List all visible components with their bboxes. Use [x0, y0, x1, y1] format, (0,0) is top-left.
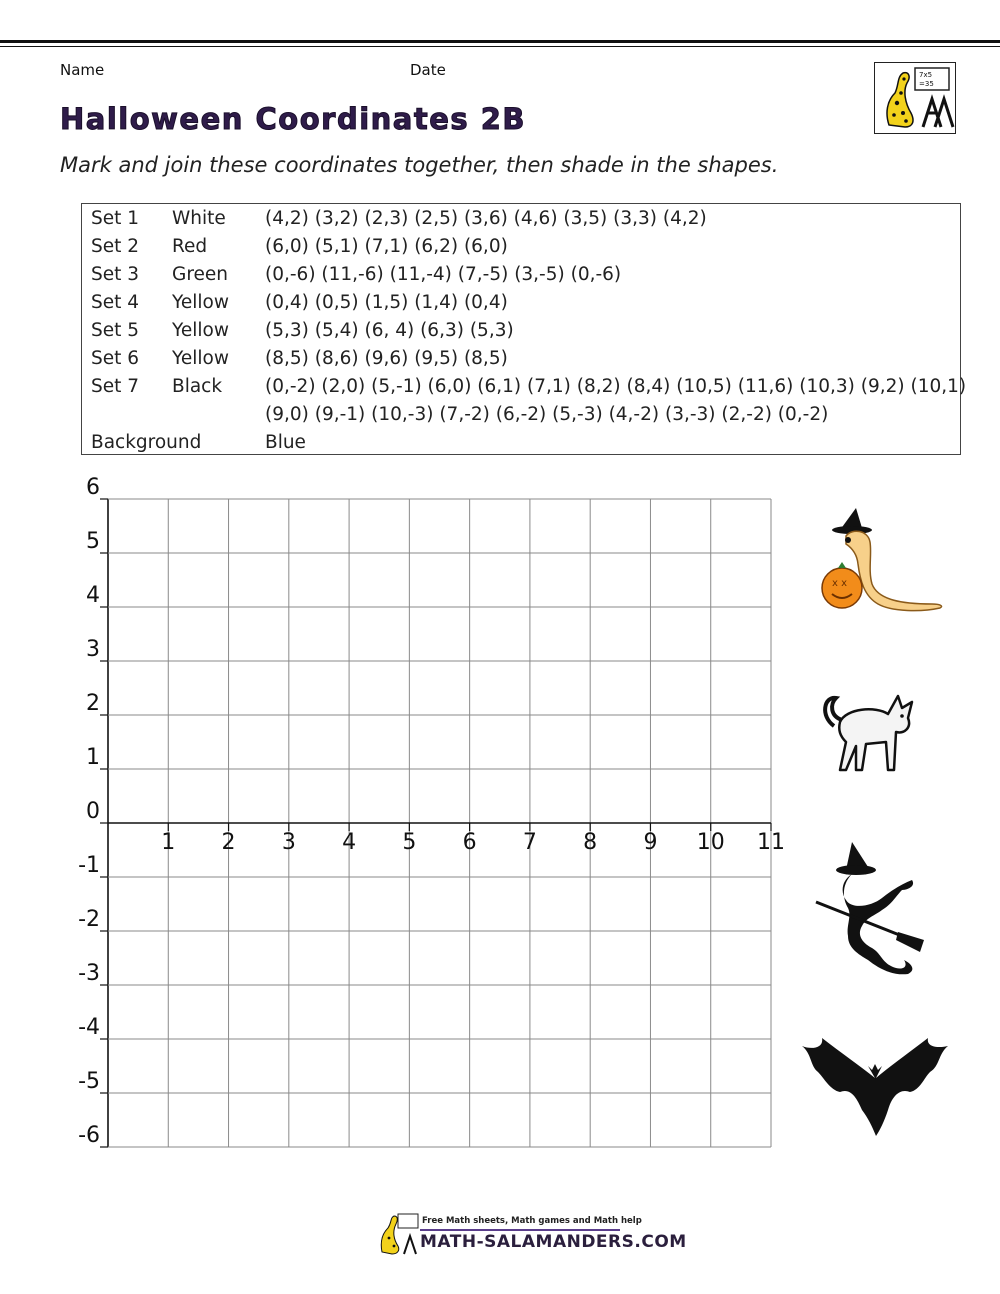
set-label: Set 5 — [91, 320, 140, 341]
set-coordinates: (8,5) (8,6) (9,6) (9,5) (8,5) — [265, 348, 508, 369]
set-coordinates: (0,-6) (11,-6) (11,-4) (7,-5) (3,-5) (0,-6) — [265, 264, 622, 285]
x-axis-tick-label: 7 — [522, 830, 537, 855]
x-axis-tick-label: 5 — [402, 830, 417, 855]
y-axis-tick-label: -2 — [78, 907, 100, 932]
y-axis-tick-label: -3 — [78, 961, 100, 986]
x-axis-tick-label: 6 — [462, 830, 477, 855]
footer-site-link[interactable]: MATH-SALAMANDERS.COM — [420, 1232, 687, 1252]
set-coordinates: (9,0) (9,-1) (10,-3) (7,-2) (6,-2) (5,-3) (4,-2) (3,-3) (2,-2) (0,-2) — [265, 404, 829, 425]
y-axis-tick-label: -4 — [78, 1015, 100, 1040]
set-coordinates: (4,2) (3,2) (2,3) (2,5) (3,6) (4,6) (3,5) (3,3) (4,2) — [265, 208, 707, 229]
background-label: Background — [91, 432, 202, 453]
x-axis-tick-label: 1 — [161, 830, 176, 855]
set-color: Black — [172, 376, 223, 397]
set-color: White — [172, 208, 226, 229]
set-coordinates: (6,0) (5,1) (7,1) (6,2) (6,0) — [265, 236, 508, 257]
set-coordinates: (5,3) (5,4) (6, 4) (6,3) (5,3) — [265, 320, 514, 341]
instructions-text: Mark and join these coordinates together, then shade in the shapes. — [60, 153, 779, 177]
name-label: Name — [60, 61, 105, 79]
footer-tagline: Free Math sheets, Math games and Math help — [422, 1216, 642, 1226]
salamander-witch-icon — [812, 508, 952, 622]
set-label: Set 4 — [91, 292, 140, 313]
set-color: Yellow — [172, 348, 229, 369]
bat-icon — [800, 1026, 950, 1142]
x-axis-tick-label: 8 — [583, 830, 598, 855]
x-axis-tick-label: 2 — [221, 830, 236, 855]
y-axis-tick-label: -5 — [78, 1069, 100, 1094]
witch-icon — [812, 840, 932, 984]
y-axis-tick-label: -1 — [78, 853, 100, 878]
page-title: Halloween Coordinates 2B — [60, 102, 527, 136]
y-axis-tick-label: 4 — [86, 583, 100, 608]
x-axis-tick-label: 10 — [696, 830, 725, 855]
svg-text:7x5: 7x5 — [919, 71, 933, 79]
y-axis-tick-label: 5 — [86, 529, 100, 554]
set-color: Yellow — [172, 320, 229, 341]
set-color: Green — [172, 264, 229, 285]
cat-icon — [816, 686, 920, 776]
set-coordinates: (0,-2) (2,0) (5,-1) (6,0) (6,1) (7,1) (8,2) (8,4) (10,5) (11,6) (10,3) (9,2) (10,1) — [265, 376, 967, 397]
set-label: Set 7 — [91, 376, 140, 397]
y-axis-tick-label: 3 — [86, 637, 100, 662]
y-axis-tick-label: -6 — [78, 1123, 100, 1148]
svg-text:x x: x x — [832, 578, 848, 589]
x-axis-tick-label: 4 — [342, 830, 357, 855]
x-axis-tick-label: 9 — [643, 830, 658, 855]
y-axis-tick-label: 2 — [86, 691, 100, 716]
y-axis-tick-label: 6 — [86, 475, 100, 500]
set-color: Red — [172, 236, 208, 257]
svg-text:=35: =35 — [919, 80, 934, 88]
set-label: Set 3 — [91, 264, 140, 285]
background-value: Blue — [265, 432, 306, 453]
set-label: Set 6 — [91, 348, 140, 369]
date-label: Date — [410, 61, 446, 79]
set-color: Yellow — [172, 292, 229, 313]
footer-divider — [420, 1229, 620, 1231]
y-axis-tick-label: 0 — [86, 799, 100, 824]
x-axis-tick-label: 11 — [757, 830, 785, 855]
set-label: Set 2 — [91, 236, 140, 257]
set-coordinates: (0,4) (0,5) (1,5) (1,4) (0,4) — [265, 292, 508, 313]
y-axis-tick-label: 1 — [86, 745, 100, 770]
x-axis-tick-label: 3 — [281, 830, 296, 855]
set-label: Set 1 — [91, 208, 140, 229]
